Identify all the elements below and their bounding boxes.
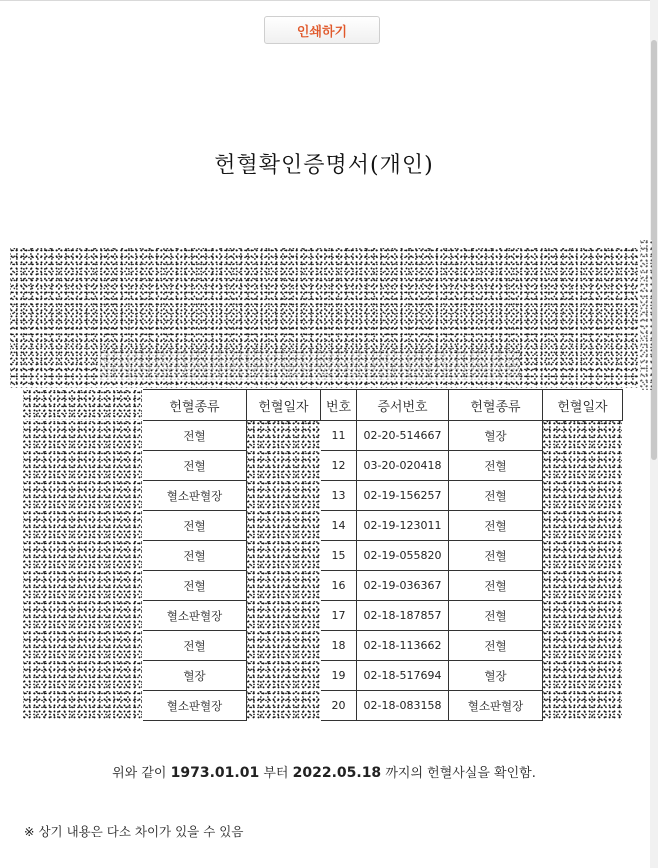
redacted-cell — [247, 511, 321, 541]
cell-number: 17 — [321, 601, 357, 631]
header-donation-type: 헌혈종류 — [143, 390, 247, 421]
cell-donation-type: 혈장 — [449, 421, 543, 451]
cell-certificate-number: 02-19-036367 — [357, 571, 449, 601]
redacted-cell — [247, 631, 321, 661]
redaction-noise — [543, 571, 622, 600]
redacted-cell — [247, 691, 321, 721]
redaction-noise — [543, 541, 622, 570]
cell-donation-type: 전혈 — [449, 481, 543, 511]
summary-from: 부터 — [263, 766, 289, 781]
cell-donation-type: 전혈 — [449, 571, 543, 601]
cell-certificate-number: 02-20-514667 — [357, 421, 449, 451]
cell-certificate-number: 02-19-156257 — [357, 481, 449, 511]
redacted-cell — [543, 631, 623, 661]
redaction-noise — [247, 451, 320, 480]
redacted-area — [640, 240, 652, 390]
cell-donation-type: 전혈 — [449, 541, 543, 571]
header-certificate-number: 증서번호 — [357, 390, 449, 421]
table-row — [23, 631, 623, 661]
redacted-cell — [543, 511, 623, 541]
redacted-cell — [543, 691, 623, 721]
redaction-noise — [543, 601, 622, 630]
cell-donation-type: 전혈 — [449, 451, 543, 481]
cell-certificate-number: 02-18-113662 — [357, 631, 449, 661]
header-donation-type: 헌혈종류 — [449, 390, 543, 421]
redaction-noise — [23, 631, 142, 660]
redaction-noise — [247, 511, 320, 540]
disclaimer-note: ※ 상기 내용은 다소 차이가 있을 수 있음 — [24, 824, 244, 839]
donation-table — [22, 389, 623, 721]
redaction-noise — [23, 661, 142, 690]
cell-certificate-number: 02-18-517694 — [357, 661, 449, 691]
redaction-noise — [247, 481, 320, 510]
redacted-cell — [23, 511, 143, 541]
print-button[interactable]: 인쇄하기 — [264, 16, 380, 44]
cell-certificate-number: 03-20-020418 — [357, 451, 449, 481]
summary-suffix: 까지의 헌혈사실을 확인함. — [385, 766, 536, 781]
table-row — [23, 481, 623, 511]
table-row — [23, 511, 623, 541]
cell-donation-type: 전혈 — [143, 511, 247, 541]
cell-number: 19 — [321, 661, 357, 691]
redacted-cell — [543, 541, 623, 571]
redacted-cell — [23, 691, 143, 721]
cell-certificate-number: 02-18-187857 — [357, 601, 449, 631]
end-date: 2022.05.18 — [292, 765, 382, 781]
redaction-noise — [543, 451, 622, 480]
redacted-cell — [247, 661, 321, 691]
redaction-noise — [543, 691, 622, 720]
cell-donation-type: 전혈 — [143, 451, 247, 481]
redaction-noise — [543, 421, 622, 450]
cell-number: 16 — [321, 571, 357, 601]
table-row — [23, 661, 623, 691]
redaction-noise — [23, 541, 142, 570]
redaction-noise — [23, 511, 142, 540]
redacted-cell — [543, 661, 623, 691]
cell-donation-type: 전혈 — [143, 571, 247, 601]
redacted-cell — [23, 601, 143, 631]
cell-donation-type: 혈소판혈장 — [143, 481, 247, 511]
table-row — [23, 421, 623, 451]
cell-donation-type: 전혈 — [449, 511, 543, 541]
redacted-cell — [23, 571, 143, 601]
cell-donation-type: 전혈 — [449, 601, 543, 631]
redacted-cell — [247, 601, 321, 631]
redacted-area — [100, 350, 520, 380]
redaction-noise — [23, 601, 142, 630]
redacted-cell — [247, 451, 321, 481]
redaction-noise — [247, 541, 320, 570]
redaction-noise — [23, 421, 142, 450]
redaction-noise — [543, 481, 622, 510]
cell-number: 12 — [321, 451, 357, 481]
redacted-cell — [247, 571, 321, 601]
redaction-noise — [23, 691, 142, 720]
redaction-noise — [247, 571, 320, 600]
redaction-noise — [247, 661, 320, 690]
cell-donation-type: 전혈 — [449, 631, 543, 661]
cell-number: 18 — [321, 631, 357, 661]
cell-donation-type: 혈장 — [143, 661, 247, 691]
redacted-cell — [543, 481, 623, 511]
redacted-cell — [247, 421, 321, 451]
redacted-cell — [23, 390, 143, 421]
summary-statement — [0, 762, 648, 781]
cell-donation-type: 전혈 — [143, 541, 247, 571]
summary-prefix: 위와 같이 — [112, 766, 167, 781]
cell-number: 14 — [321, 511, 357, 541]
cell-donation-type: 전혈 — [143, 631, 247, 661]
redaction-noise — [543, 631, 622, 660]
redacted-cell — [23, 481, 143, 511]
cell-certificate-number: 02-19-123011 — [357, 511, 449, 541]
redaction-noise — [543, 661, 622, 690]
redaction-noise — [23, 481, 142, 510]
table-header-row — [23, 390, 623, 421]
cell-donation-type: 혈소판혈장 — [143, 601, 247, 631]
cell-donation-type: 혈소판혈장 — [449, 691, 543, 721]
document-title: 헌혈확인증명서(개인) — [214, 153, 434, 178]
start-date: 1973.01.01 — [170, 765, 260, 781]
scrollbar[interactable] — [650, 0, 658, 868]
cell-certificate-number: 02-19-055820 — [357, 541, 449, 571]
redacted-cell — [543, 571, 623, 601]
header-donation-date: 헌혈일자 — [247, 390, 321, 421]
redaction-noise — [247, 421, 320, 450]
cell-number: 15 — [321, 541, 357, 571]
redaction-noise — [23, 571, 142, 600]
redacted-cell — [23, 541, 143, 571]
table-row — [23, 601, 623, 631]
cell-number: 11 — [321, 421, 357, 451]
table-row — [23, 451, 623, 481]
table-row — [23, 571, 623, 601]
redacted-cell — [23, 451, 143, 481]
redaction-noise — [247, 601, 320, 630]
cell-certificate-number: 02-18-083158 — [357, 691, 449, 721]
redacted-cell — [23, 421, 143, 451]
redacted-cell — [543, 601, 623, 631]
table-row — [23, 691, 623, 721]
cell-donation-type: 전혈 — [143, 421, 247, 451]
cell-donation-type: 혈소판혈장 — [143, 691, 247, 721]
redacted-cell — [543, 451, 623, 481]
redacted-cell — [247, 481, 321, 511]
cell-number: 13 — [321, 481, 357, 511]
redaction-noise — [23, 451, 142, 480]
redacted-cell — [23, 631, 143, 661]
redaction-noise — [247, 631, 320, 660]
top-divider — [0, 0, 658, 1]
header-number: 번호 — [321, 390, 357, 421]
cell-donation-type: 혈장 — [449, 661, 543, 691]
redacted-cell — [23, 661, 143, 691]
cell-number: 20 — [321, 691, 357, 721]
redaction-noise — [247, 691, 320, 720]
redacted-cell — [247, 541, 321, 571]
redacted-cell — [543, 421, 623, 451]
redaction-noise — [543, 511, 622, 540]
header-donation-date: 헌혈일자 — [543, 390, 623, 421]
table-row — [23, 541, 623, 571]
